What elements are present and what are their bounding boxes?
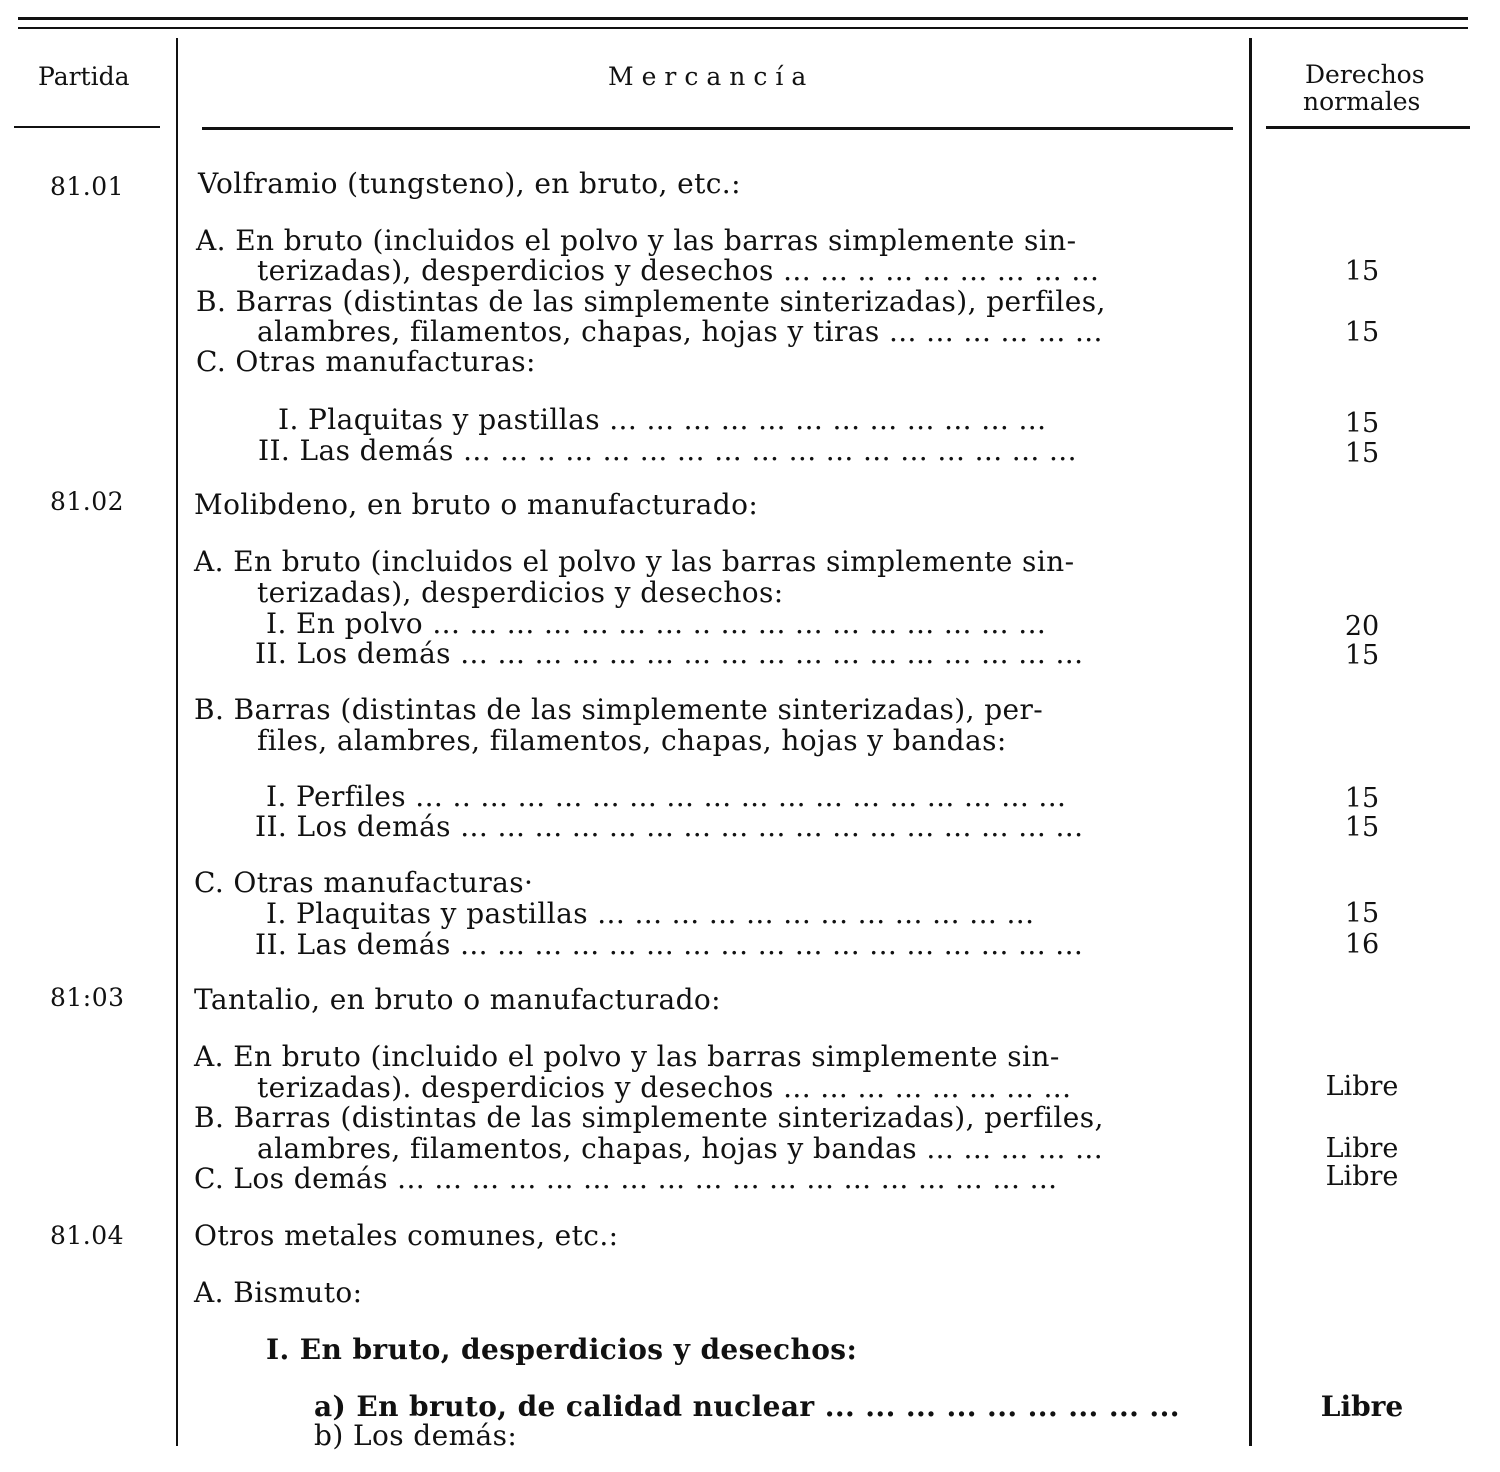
duty-8102-a-i: 20	[1344, 611, 1380, 642]
header-partida: Partida	[38, 62, 130, 91]
line-8102-b-ii: II. Los demás ... ... ... ... ... ... ... ... ... ... ... ... ... ... ... ... ...	[255, 810, 1084, 843]
duty-8101-b: 15	[1344, 317, 1380, 348]
line-8102-c-ii: II. Las demás ... ... ... ... ... ... ... ... ... ... ... ... ... ... ... ... ...	[255, 928, 1084, 961]
column-divider-right	[1249, 38, 1252, 1446]
line-8104-a-i: I. En bruto, desperdicios y desechos:	[266, 1333, 858, 1366]
line-8103-a1: A. En bruto (incluido el polvo y las barras simplemente sin-	[194, 1040, 1060, 1073]
header-mercancia: Mercancía	[608, 62, 815, 91]
partida-title-8102: Molibdeno, en bruto o manufacturado:	[194, 488, 759, 521]
line-8101-a1: A. En bruto (incluidos el polvo y las barras simplemente sin-	[196, 224, 1077, 257]
duty-8102-c-i: 15	[1344, 898, 1380, 929]
duty-8104-a-i-a: Libre	[1320, 1390, 1404, 1423]
partida-code-8102: 81.02	[50, 487, 125, 516]
line-8101-b1: B. Barras (distintas de las simplemente sinterizadas), perfiles,	[196, 285, 1106, 318]
line-8101-c: C. Otras manufacturas:	[196, 345, 536, 378]
line-8101-b2: alambres, filamentos, chapas, hojas y tiras ... ... ... ... ... ...	[257, 315, 1103, 348]
duty-8101-a: 15	[1344, 256, 1380, 287]
line-8104-a-i-a: a) En bruto, de calidad nuclear ... ... ... ... ... ... ... ... ...	[314, 1390, 1180, 1423]
line-8101-c1: I. Plaquitas y pastillas ... ... ... ... ... ... ... ... ... ... ... ...	[278, 403, 1047, 436]
header-underline-derechos	[1266, 126, 1470, 129]
top-rule-1	[18, 17, 1468, 20]
duty-8102-c-ii: 16	[1344, 929, 1380, 960]
line-8102-b-i: I. Perfiles ... .. ... ... ... ... ... ... ... ... ... ... ... ... ... ... ... ...	[266, 780, 1067, 813]
line-8102-a-ii: II. Los demás ... ... ... ... ... ... ... ... ... ... ... ... ... ... ... ... ...	[255, 637, 1084, 670]
line-8102-a2: terizadas), desperdicios y desechos:	[257, 576, 784, 609]
line-8104-a-i-b: b) Los demás:	[314, 1419, 518, 1452]
line-8103-a2: terizadas). desperdicios y desechos ... ... ... ... ... ... ... ...	[257, 1071, 1072, 1104]
line-8103-b2: alambres, filamentos, chapas, hojas y bandas ... ... ... ... ...	[257, 1132, 1104, 1165]
line-8102-c-i: I. Plaquitas y pastillas ... ... ... ... ... ... ... ... ... ... ... ...	[266, 897, 1035, 930]
duty-8101-c2: 15	[1344, 438, 1380, 469]
header-underline-partida	[14, 126, 160, 128]
header-derechos-2: normales	[1303, 87, 1421, 116]
duty-8102-a-ii: 15	[1344, 640, 1380, 671]
partida-code-8101: 81.01	[50, 172, 125, 201]
partida-title-8104: Otros metales comunes, etc.:	[194, 1219, 619, 1252]
line-8103-c: C. Los demás ... ... ... ... ... ... ... ... ... ... ... ... ... ... ... ... ... ...	[194, 1162, 1058, 1195]
line-8102-b2: files, alambres, filamentos, chapas, hojas y bandas:	[257, 724, 1007, 757]
duty-8102-b-ii: 15	[1344, 812, 1380, 843]
partida-code-8104: 81.04	[50, 1221, 125, 1250]
partida-code-8103: 81:03	[50, 983, 125, 1012]
line-8101-a2: terizadas), desperdicios y desechos ... ... .. ... ... ... ... ... ...	[257, 254, 1100, 287]
line-8103-b1: B. Barras (distintas de las simplemente sinterizadas), perfiles,	[194, 1101, 1104, 1134]
duty-8103-b: Libre	[1325, 1133, 1399, 1164]
partida-title-8101: Volframio (tungsteno), en bruto, etc.:	[198, 167, 741, 200]
column-divider-left	[176, 38, 178, 1446]
duty-8103-a: Libre	[1325, 1071, 1399, 1102]
line-8104-a: A. Bismuto:	[194, 1276, 363, 1309]
duty-8101-c1: 15	[1344, 408, 1380, 439]
header-derechos-1: Derechos	[1305, 60, 1425, 89]
line-8102-c: C. Otras manufacturas·	[194, 866, 534, 899]
partida-title-8103: Tantalio, en bruto o manufacturado:	[194, 983, 721, 1016]
line-8102-b1: B. Barras (distintas de las simplemente sinterizadas), per-	[194, 693, 1044, 726]
top-rule-2	[18, 27, 1468, 29]
duty-8102-b-i: 15	[1344, 783, 1380, 814]
line-8102-a-i: I. En polvo ... ... ... ... ... ... ... .. ... ... ... ... ... ... ... ... ...	[266, 607, 1047, 640]
duty-8103-c: Libre	[1325, 1161, 1399, 1192]
header-underline-mercancia	[202, 127, 1233, 130]
line-8102-a1: A. En bruto (incluidos el polvo y las barras simplemente sin-	[194, 545, 1075, 578]
line-8101-c2: II. Las demás ... ... .. ... ... ... ... ... ... ... ... ... ... ... ... ... ...	[258, 434, 1077, 467]
